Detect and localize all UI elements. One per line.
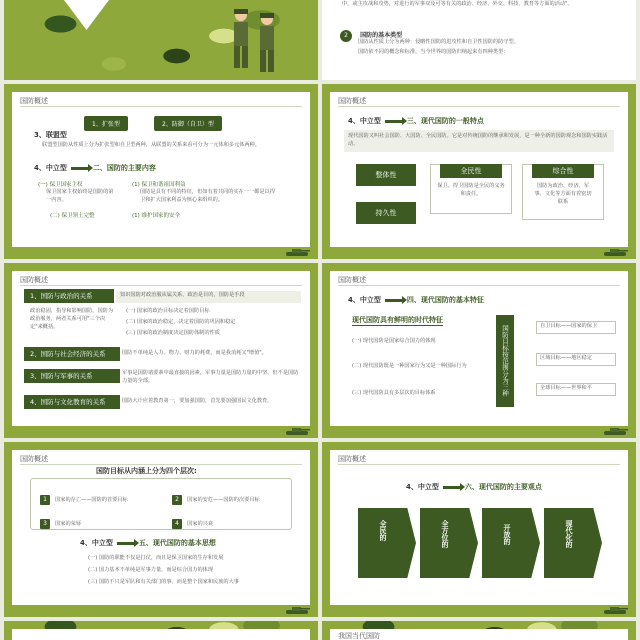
features-subtitle: 现代国防具有鲜明的时代特征 [352,316,443,324]
view-card-1 [358,508,416,578]
tank-icon [284,427,310,436]
slide-header: 国防概述 [338,276,366,284]
sub-territory: (二) 保卫领土完整 [50,213,95,219]
row-politics-text: 知识国防对政治服从属关系，政治是目的，国防是手段 [116,291,301,303]
goal-text-4: 国家的兴衰 [187,521,214,527]
row-economy-label: 2、国防与社会经济的关系 [24,347,120,361]
thought-bullet-1: (一) 国防的职能不仅是打仗，而且是保卫国家的生存和发展 [88,555,224,561]
row-politics-label: 1、国防与政治的关系 [24,289,114,303]
item-alliance: 3、联盟型 [34,131,67,139]
type-line-2: 国防依不同的概念和标准，当今世界的国防归纳起来有四种类型： [358,49,509,55]
slide-relations[interactable] [4,263,318,438]
slide-defense-types[interactable] [4,84,318,259]
row-military-label: 3、国防与军事的关系 [24,369,120,383]
goal-num-2: 2 [172,495,182,505]
arrow-icon [117,542,135,545]
slide-cover[interactable] [4,0,318,80]
section-title: 二、国防的主要内容 [92,164,156,172]
goal-global: 全球目标——世界和平 [536,383,616,396]
arrow-icon [71,167,89,170]
row-culture-text: 国防大计应着教育第一，要加强国防，首先要加强国民文化教育。 [122,398,273,404]
badge-number: 2 [340,30,352,42]
cover-text: 中，或主攻战和攻势，对进行的军事双及可等有关的政治、经济、外交、科技、教育等方面的活动"。 [342,1,573,7]
header-divider [338,464,620,465]
thought-bullet-3: (三) 国防不只是军队和有关部门的事，而是整个国家和民族的大事 [88,579,239,585]
slide-header: 国防概述 [338,97,366,105]
arrow-icon [443,486,461,489]
all-people-text: 保卫、捍卫国防是全民的义务和责任。 [437,183,505,197]
header-divider [338,285,620,286]
view-text-3: 开放的 [503,524,511,545]
tag-integrity: 整体性 [356,164,416,186]
pill-defensive: 2、防御（自卫）型 [154,116,222,131]
item-neutral: 4、中立型 [34,164,67,172]
tag-all-people: 全民性 [440,164,502,178]
header-divider [20,106,302,107]
sub-interests-text: 国防是具有不同的特征，但如有着共同的实在一一都是以捍卫和扩大国家利益为核心来组织的。 [140,189,275,203]
slide-goals[interactable] [4,442,318,617]
star-shape [64,0,109,30]
vertical-label: 国防目标按范围分为三种 [496,315,514,407]
slide-viewpoints[interactable] [322,442,636,617]
header-divider [20,464,302,465]
sub-interests: (1) 保卫和谐祖国利益 [132,182,186,188]
row-economy-text: 国防不单纯是人力、物力、财力的耗费，而是我消耗又"增值"。 [122,350,267,356]
arrow-icon [385,120,403,123]
item-neutral: 4、中立型 [348,117,381,125]
goal-num-4: 4 [172,519,182,529]
view-text-4: 现代化的 [565,520,573,548]
politics-bullet-3: (三) 国家的政治制度决定国防体制的性质 [126,330,220,336]
goals-title: 国防目标从内涵上分为四个层次: [96,467,197,475]
arrow-icon [385,299,403,302]
slide-cover-right[interactable] [322,0,636,80]
tank-icon [284,606,310,615]
goal-regional: 区域目标——地区稳定 [536,353,616,366]
goal-text-2: 国家的安危——国防的次要目标 [187,497,260,503]
sub-sovereignty: (一) 保卫国家主权 [38,182,83,188]
features-desc: 现代国防又叫社会国防、大国防、全民国防。它是对传统国防的继承和发展，是一种全新的国防观念和国防实践活动。 [344,130,614,152]
feature-point-2: (二) 现代国防既是一种国家行为又是一种国际行为 [352,363,467,369]
section-title: 国防的基本类型 [360,32,403,39]
section-title: 五、现代国防的基本思想 [138,539,216,547]
slide-header: 国防概述 [20,455,48,463]
goal-num-3: 3 [40,519,50,529]
feature-point-3: (三) 现代国防具有多层次的目标体系 [352,390,436,396]
goal-self-defense: 自卫目标——国家的保卫 [536,321,616,334]
section-title: 六、现代国防的主要观点 [464,483,542,491]
sub-security: (1) 维护国家的安全 [132,213,181,219]
sub-sovereignty-text: 保卫国家主权始终是国防的第一内容。 [46,189,114,203]
tank-icon [602,606,628,615]
tank-icon [284,248,310,257]
slide-header: 国防概述 [338,455,366,463]
politics-bullet-2: (二) 国家的政治稳定，决定着国防的巩固和稳定 [126,319,236,325]
politics-left-text: 政治稳固，指导和影响国防，国防为政治服务，两者关系可用"三个决定"来概括。 [30,308,114,330]
alliance-text: 联盟型国防从性质上分为扩张型和自卫型两种，从联盟的关系来看可分为一元体和多元体两种。 [42,142,260,148]
thought-bullet-2: (二) 国力基本不单纯是军事力量，而是综合国力的体现 [88,567,214,573]
politics-bullet-1: (一) 国家的政治目标决定着国防目标 [126,308,210,314]
view-text-1: 全民的 [379,520,387,541]
item-neutral: 4、中立型 [348,296,381,304]
tag-comprehensive: 综合性 [532,164,594,178]
slide-header: 国防概述 [20,276,48,284]
header-divider [338,106,620,107]
slide-contemporary[interactable] [4,621,318,640]
slide-basic-features[interactable] [322,263,636,438]
soldiers-illustration [219,5,289,77]
tank-icon [602,427,628,436]
slide-general-features[interactable] [322,84,636,259]
header-divider [20,285,302,286]
feature-point-1: (一) 现代国防是国家综合国力的体现 [352,338,436,344]
slide-header: 我国当代国防 [338,632,380,640]
tank-icon [602,248,628,257]
slide-contemporary-right[interactable] [322,621,636,640]
pill-expansion: 1、扩张型 [84,116,128,131]
row-military-text: 军事是国防诸要素中最直接的因素，军事力量是国防力量的中坚，但不是国防力量的全部。 [122,370,299,384]
view-text-2: 全方位的 [441,520,449,548]
type-line-1: 国防从性质上分为两种：侵略性国防的进攻性和自卫性国防的防守型。 [358,39,519,45]
item-neutral: 4、中立型 [406,483,439,491]
comprehensive-text: 国防为政治、经济、军事、文化等方面有着密切联系 [534,183,592,205]
goal-text-3: 国家的荣辱 [55,521,82,527]
section-title: 四、现代国防的基本特征 [406,296,484,304]
item-neutral: 4、中立型 [80,539,113,547]
slide-header: 国防概述 [20,97,48,105]
goal-text-1: 国家的存亡——国防的首要目标 [55,497,128,503]
row-culture-label: 4、国防与文化教育的关系 [24,395,120,409]
tag-persistence: 持久性 [356,202,416,224]
section-title: 三、现代国防的一般特点 [406,117,484,125]
goal-num-1: 1 [40,495,50,505]
